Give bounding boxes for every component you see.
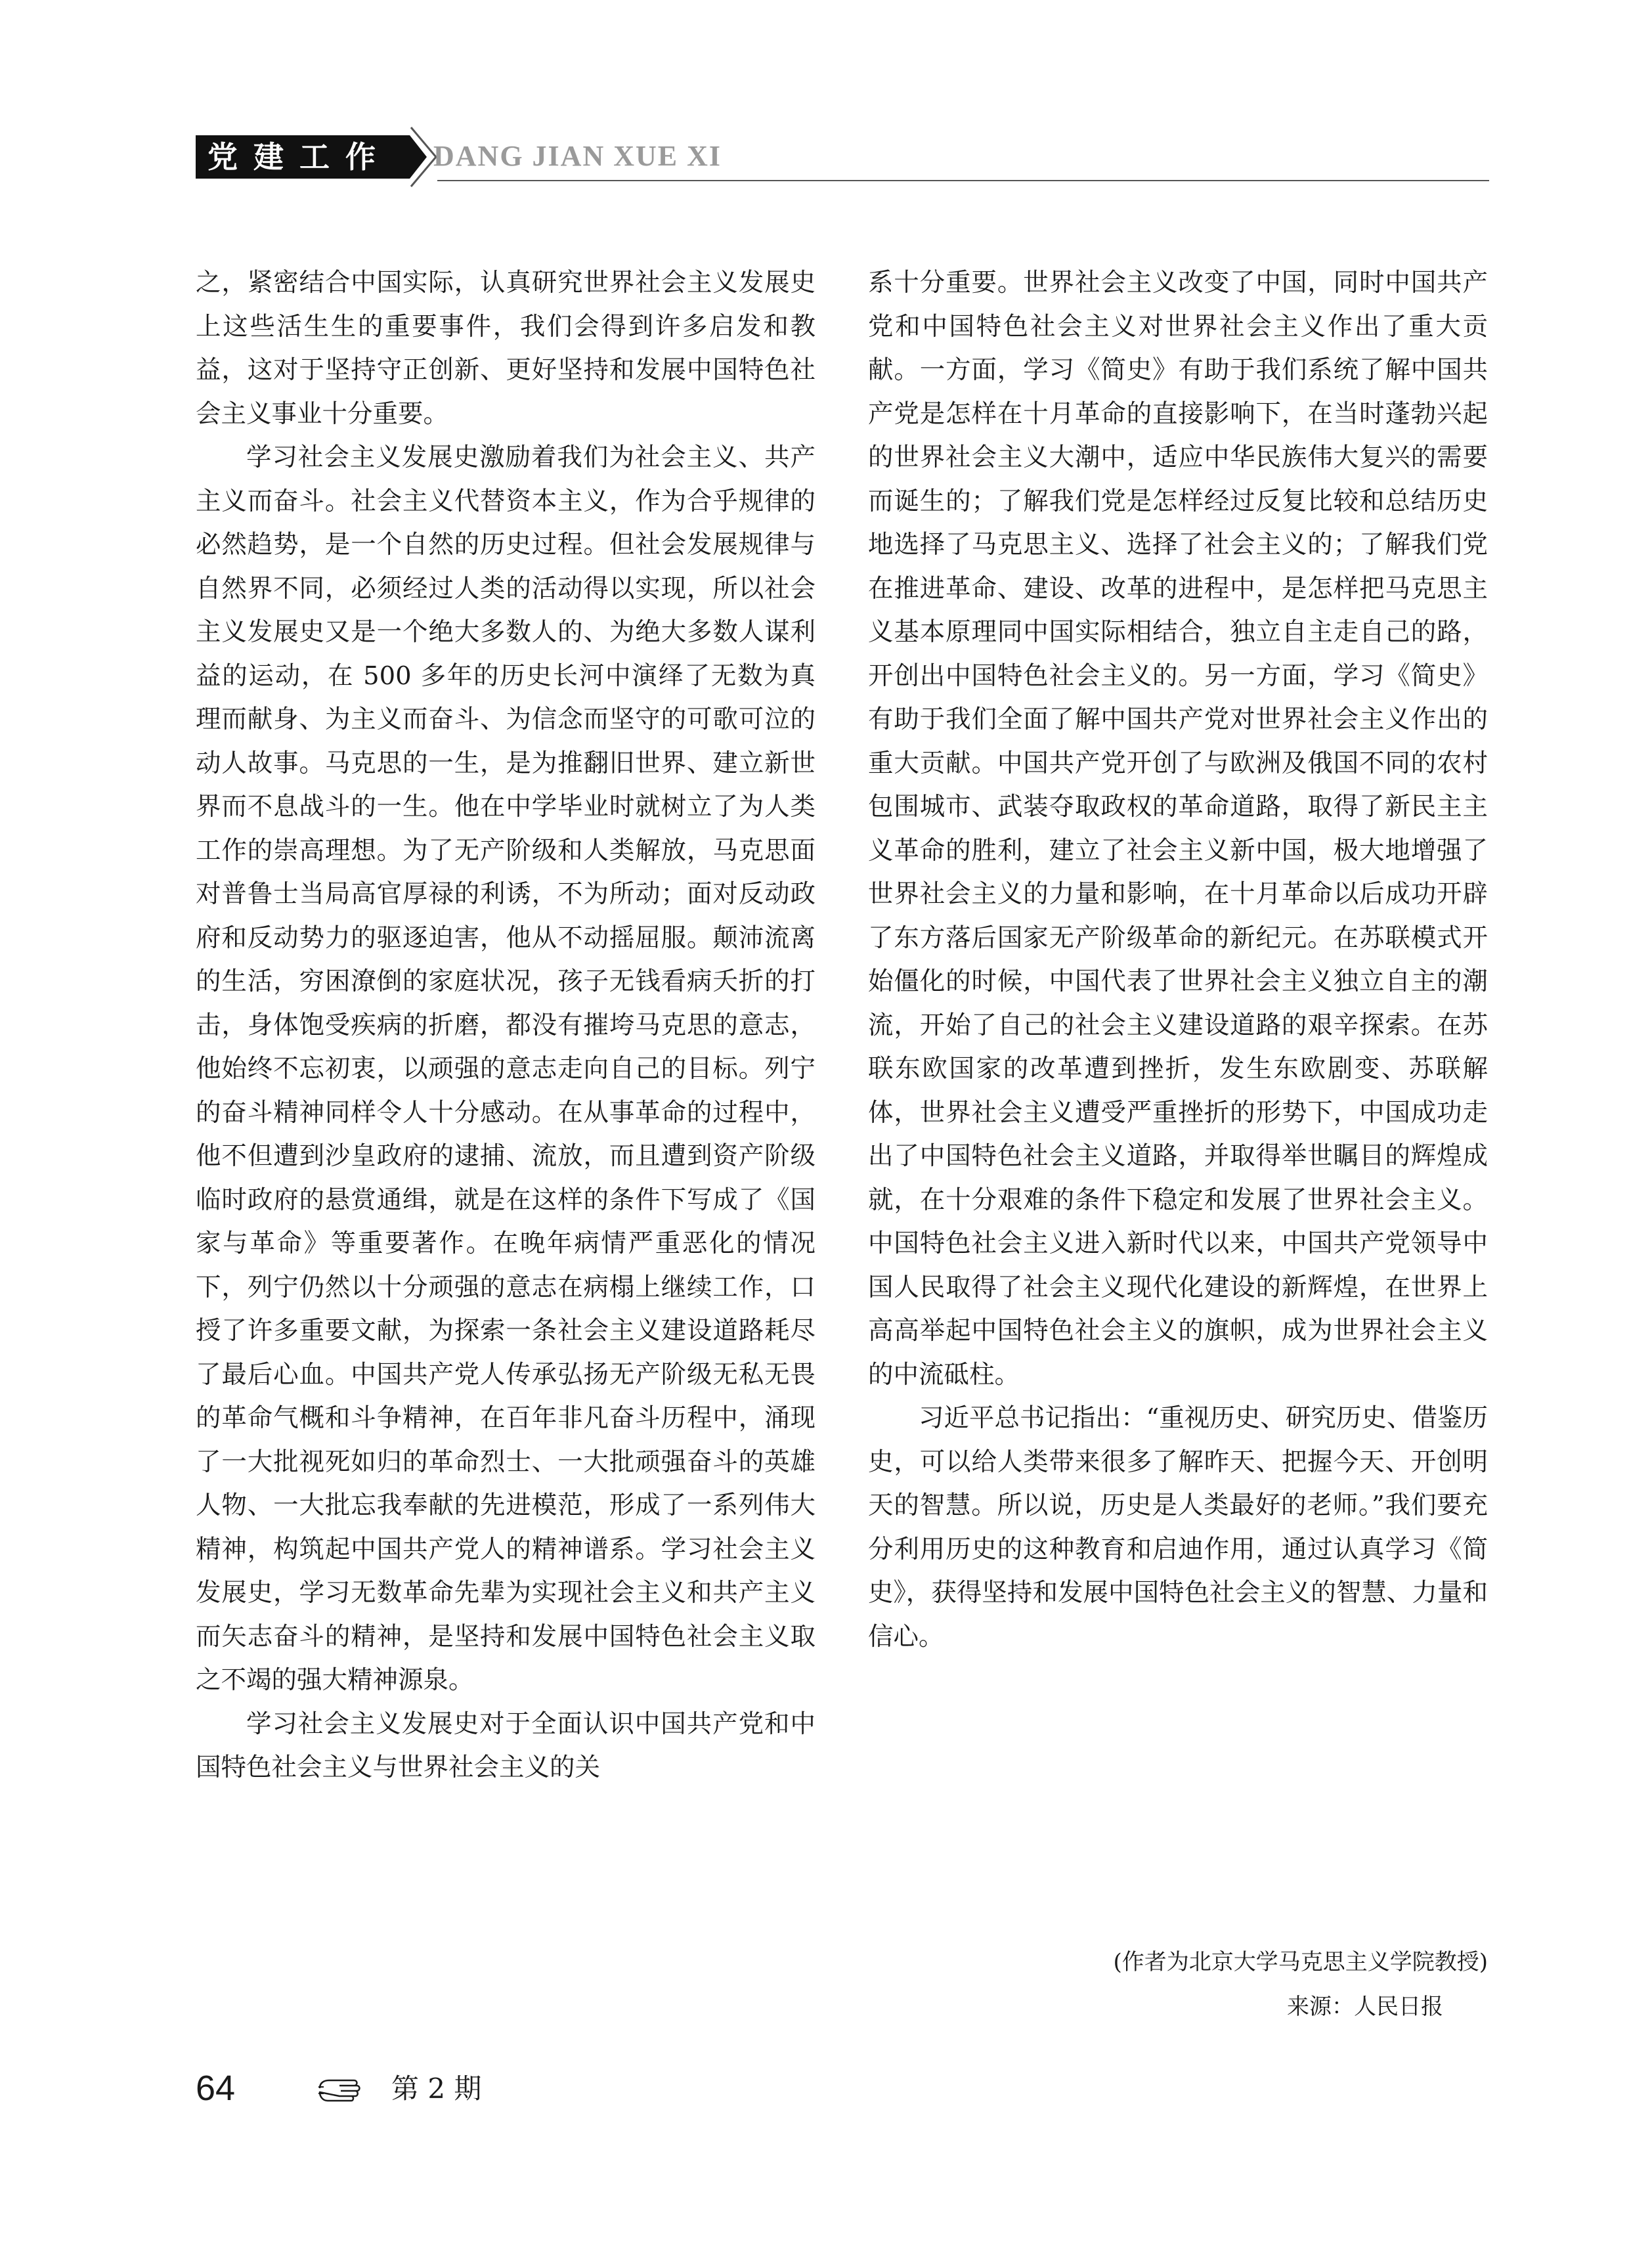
paragraph: 习近平总书记指出：“重视历史、研究历史、借鉴历史，可以给人类带来很多了解昨天、把握今天、开创明天的智慧。所以说，历史是人类最好的老师。”我们要充分利用历史的这种教育和启迪作用，通过认真学习《简史》，获得坚持和发展中国特色社会主义的智慧、力量和信心。 <box>868 1403 1488 1652</box>
right-column <box>868 261 1488 1659</box>
left-column <box>196 261 815 1790</box>
paragraph: 之，紧密结合中国实际，认真研究世界社会主义发展史上这些活生生的重要事件，我们会得到许多启发和教益，这对于坚持守正创新、更好坚持和发展中国特色社会主义事业十分重要。 <box>196 268 815 429</box>
issue-number: 第 2 期 <box>391 2072 482 2105</box>
section-tag: 党建工作 <box>196 135 399 179</box>
author-byline: (作者为北京大学马克思主义学院教授) <box>1113 1949 1488 1975</box>
paragraph: 系十分重要。世界社会主义改变了中国，同时中国共产党和中国特色社会主义对世界社会主义作出了重大贡献。一方面，学习《简史》有助于我们系统了解中国共产党是怎样在十月革命的直接影响下，在当时蓬勃兴起的世界社会主义大潮中，适应中华民族伟大复兴的需要而诞生的；了解我们党是怎样经过反复比较和总结历史地选择了马克思主义、选择了社会主义的；了解我们党在推进革命、建设、改革的进程中，是怎样把马克思主义基本原理同中国实际相结合，独立自主走自己的路，开创出中国特色社会主义的。另一方面，学习《简史》有助于我们全面了解中国共产党对世界社会主义作出的重大贡献。中国共产党开创了与欧洲及俄国不同的农村包围城市、武装夺取政权的革命道路，取得了新民主主义革命的胜利，建立了社会主义新中国，极大地增强了世界社会主义的力量和影响，在十月革命以后成功开辟了东方落后国家无产阶级革命的新纪元。在苏联模式开始僵化的时候，中国代表了世界社会主义独立自主的潮流，开始了自己的社会主义建设道路的艰辛探索。在苏联东欧国家的改革遭到挫折，发生东欧剧变、苏联解体，世界社会主义遭受严重挫折的形势下，中国成功走出了中国特色社会主义道路，并取得举世瞩目的辉煌成就，在十分艰难的条件下稳定和发展了世界社会主义。中国特色社会主义进入新时代以来，中国共产党领导中国人民取得了社会主义现代化建设的新辉煌，在世界上高高举起中国特色社会主义的旗帜，成为世界社会主义的中流砥柱。 <box>868 268 1488 1390</box>
pointing-hand-icon <box>317 2076 364 2103</box>
page-footer <box>196 2062 655 2115</box>
header-rule <box>437 180 1489 181</box>
header-pinyin: DANG JIAN XUE XI <box>433 140 722 172</box>
source-line: 来源：人民日报 <box>1287 1994 1443 2020</box>
paragraph: 学习社会主义发展史激励着我们为社会主义、共产主义而奋斗。社会主义代替资本主义，作为合乎规律的必然趋势，是一个自然的历史过程。但社会发展规律与自然界不同，必须经过人类的活动得以实现，所以社会主义发展史又是一个绝大多数人的、为绝大多数人谋利益的运动，在 500 多年的历史长河中演绎了无数为真理而献身、为主义而奋斗、为信念而坚守的可歌可泣的动人故事。马克思的一生，是为推翻旧世界、建立新世界而不息战斗的一生。他在中学毕业时就树立了为人类工作的崇高理想。为了无产阶级和人类解放，马克思面对普鲁士当局高官厚禄的利诱，不为所动；面对反动政府和反动势力的驱逐迫害，他从不动摇屈服。颠沛流离的生活，穷困潦倒的家庭状况，孩子无钱看病夭折的打击，身体饱受疾病的折磨，都没有摧垮马克思的意志，他始终不忘初衷，以顽强的意志走向自己的目标。列宁的奋斗精神同样令人十分感动。在从事革命的过程中，他不但遭到沙皇政府的逮捕、流放，而且遭到资产阶级临时政府的悬赏通缉，就是在这样的条件下写成了《国家与革命》等重要著作。在晚年病情严重恶化的情况下，列宁仍然以十分顽强的意志在病榻上继续工作，口授了许多重要文献，为探索一条社会主义建设道路耗尽了最后心血。中国共产党人传承弘扬无产阶级无私无畏的革命气概和斗争精神，在百年非凡奋斗历程中，涌现了一大批视死如归的革命烈士、一大批顽强奋斗的英雄人物、一大批忘我奉献的先进模范，形成了一系列伟大精神，构筑起中国共产党人的精神谱系。学习社会主义发展史，学习无数革命先辈为实现社会主义和共产主义而矢志奋斗的精神，是坚持和发展中国特色社会主义取之不竭的强大精神源泉。 <box>196 443 815 1695</box>
page-header <box>196 123 1489 189</box>
paragraph: 学习社会主义发展史对于全面认识中国共产党和中国特色社会主义与世界社会主义的关 <box>196 1709 815 1782</box>
page-number: 64 <box>196 2069 236 2108</box>
